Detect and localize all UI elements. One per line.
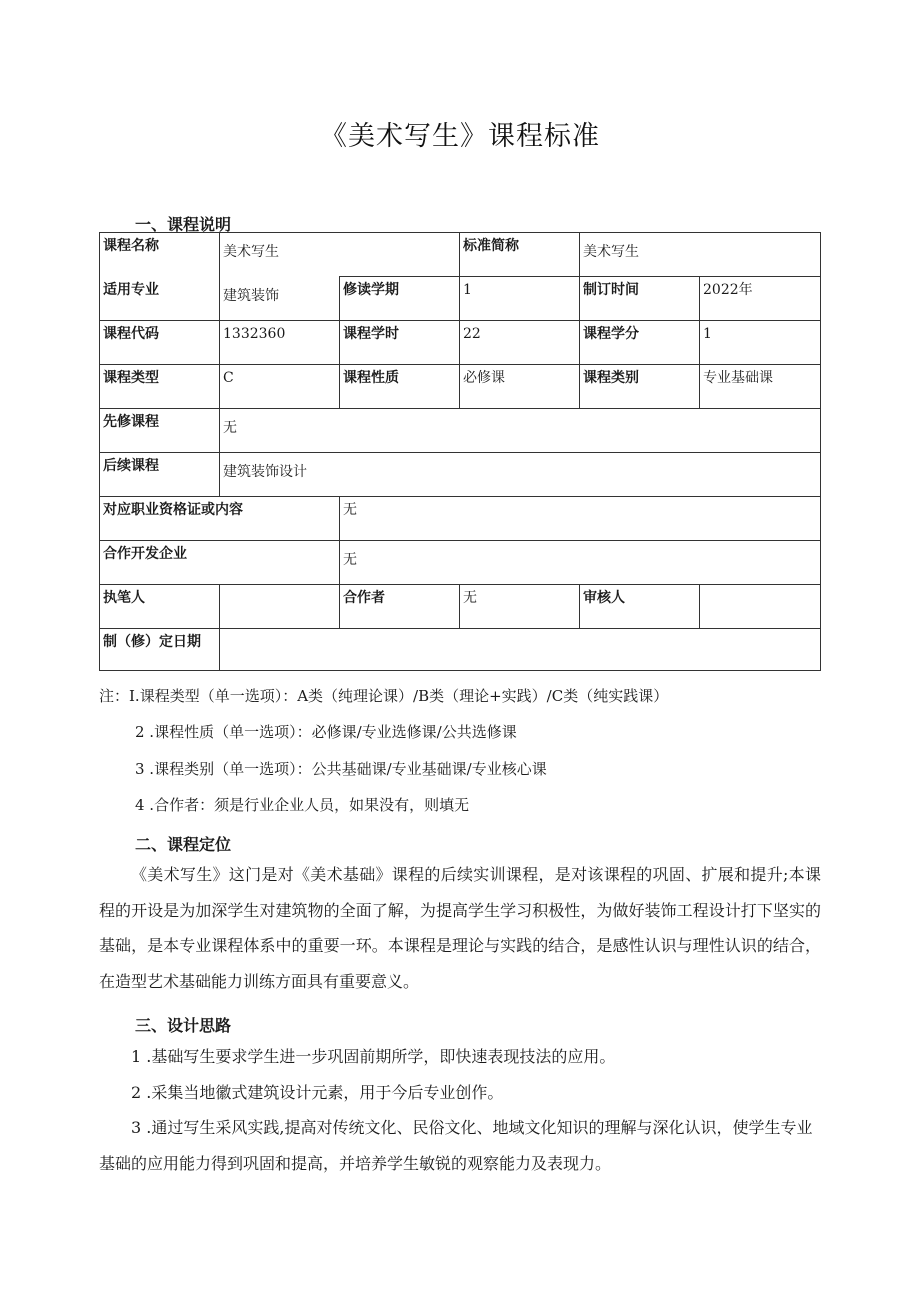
prereq-label: 先修课程	[100, 409, 220, 453]
std-short-label: 标准简称	[460, 233, 580, 277]
category-label: 课程类别	[580, 365, 700, 409]
note-line: 2 .课程性质（单一选项）：必修课/专业选修课/公共选修课	[135, 723, 517, 741]
section-heading-positioning: 二、课程定位	[135, 835, 232, 854]
prereq-value: 无	[220, 409, 821, 453]
major-label: 适用专业	[100, 277, 220, 321]
hours-value: 22	[460, 321, 580, 365]
collaborator-value: 无	[460, 585, 580, 629]
section-heading-design: 三、设计思路	[135, 1016, 232, 1035]
credits-label: 课程学分	[580, 321, 700, 365]
type-label: 课程类型	[100, 365, 220, 409]
code-value: 1332360	[220, 321, 340, 365]
date-label: 制（修）定日期	[100, 629, 220, 671]
design-item: 3 .通过写生采风实践,提高对传统文化、民俗文化、地域文化知识的理解与深化认识，使学生专业基础的应用能力得到巩固和提高，并培养学生敏锐的观察能力及表现力。	[99, 1118, 813, 1173]
made-time-value: 2022年	[700, 277, 821, 321]
positioning-paragraph: 《美术写生》这门是对《美术基础》课程的后续实训课程，是对该课程的巩固、扩展和提升;本课程的开设是为加深学生对建筑物的全面了解，为提高学生学习积极性，为做好装饰工程设计打下坚实的基础，是本专业课程体系中的重要一环。本课程是理论与实践的结合，是感性认识与理性认识的结合，在造型艺术基础能力训练方面具有重要意义。	[99, 865, 821, 991]
cert-label: 对应职业资格证或内容	[100, 497, 340, 541]
category-value: 专业基础课	[700, 365, 821, 409]
cert-value: 无	[340, 497, 821, 541]
major-value: 建筑装饰	[220, 277, 340, 321]
note-line: 4 .合作者：须是行业企业人员，如果没有，则填无	[135, 796, 470, 814]
credits-value: 1	[700, 321, 821, 365]
author-value	[220, 585, 340, 629]
nature-value: 必修课	[460, 365, 580, 409]
followup-value: 建筑装饰设计	[220, 453, 821, 497]
date-value	[220, 629, 821, 671]
design-item: 1 .基础写生要求学生进一步巩固前期所学，即快速表现技法的应用。	[131, 1047, 616, 1066]
hours-label: 课程学时	[340, 321, 460, 365]
reviewer-label: 审核人	[580, 585, 700, 629]
partner-value: 无	[340, 541, 821, 585]
design-item: 2 .采集当地徽式建筑设计元素，用于今后专业创作。	[131, 1083, 504, 1102]
note-line: 3 .课程类别（单一选项）：公共基础课/专业基础课/专业核心课	[135, 760, 547, 778]
course-info-table	[99, 232, 821, 671]
partner-label: 合作开发企业	[100, 541, 340, 585]
type-value: C	[220, 365, 340, 409]
std-short-value: 美术写生	[580, 233, 821, 277]
collaborator-label: 合作者	[340, 585, 460, 629]
page-title: 《美术写生》课程标准	[320, 121, 600, 152]
nature-label: 课程性质	[340, 365, 460, 409]
followup-label: 后续课程	[100, 453, 220, 497]
section-heading-course-description: 一、课程说明	[135, 215, 232, 234]
semester-label: 修读学期	[340, 277, 460, 321]
made-time-label: 制订时间	[580, 277, 700, 321]
reviewer-value	[700, 585, 821, 629]
course-name-label: 课程名称	[100, 233, 220, 277]
code-label: 课程代码	[100, 321, 220, 365]
note-line: 注：I.课程类型（单一选项）：A类（纯理论课）/B类（理论+实践）/C类（纯实践课）	[99, 687, 669, 705]
course-name-value: 美术写生	[220, 233, 460, 277]
author-label: 执笔人	[100, 585, 220, 629]
semester-value: 1	[460, 277, 580, 321]
